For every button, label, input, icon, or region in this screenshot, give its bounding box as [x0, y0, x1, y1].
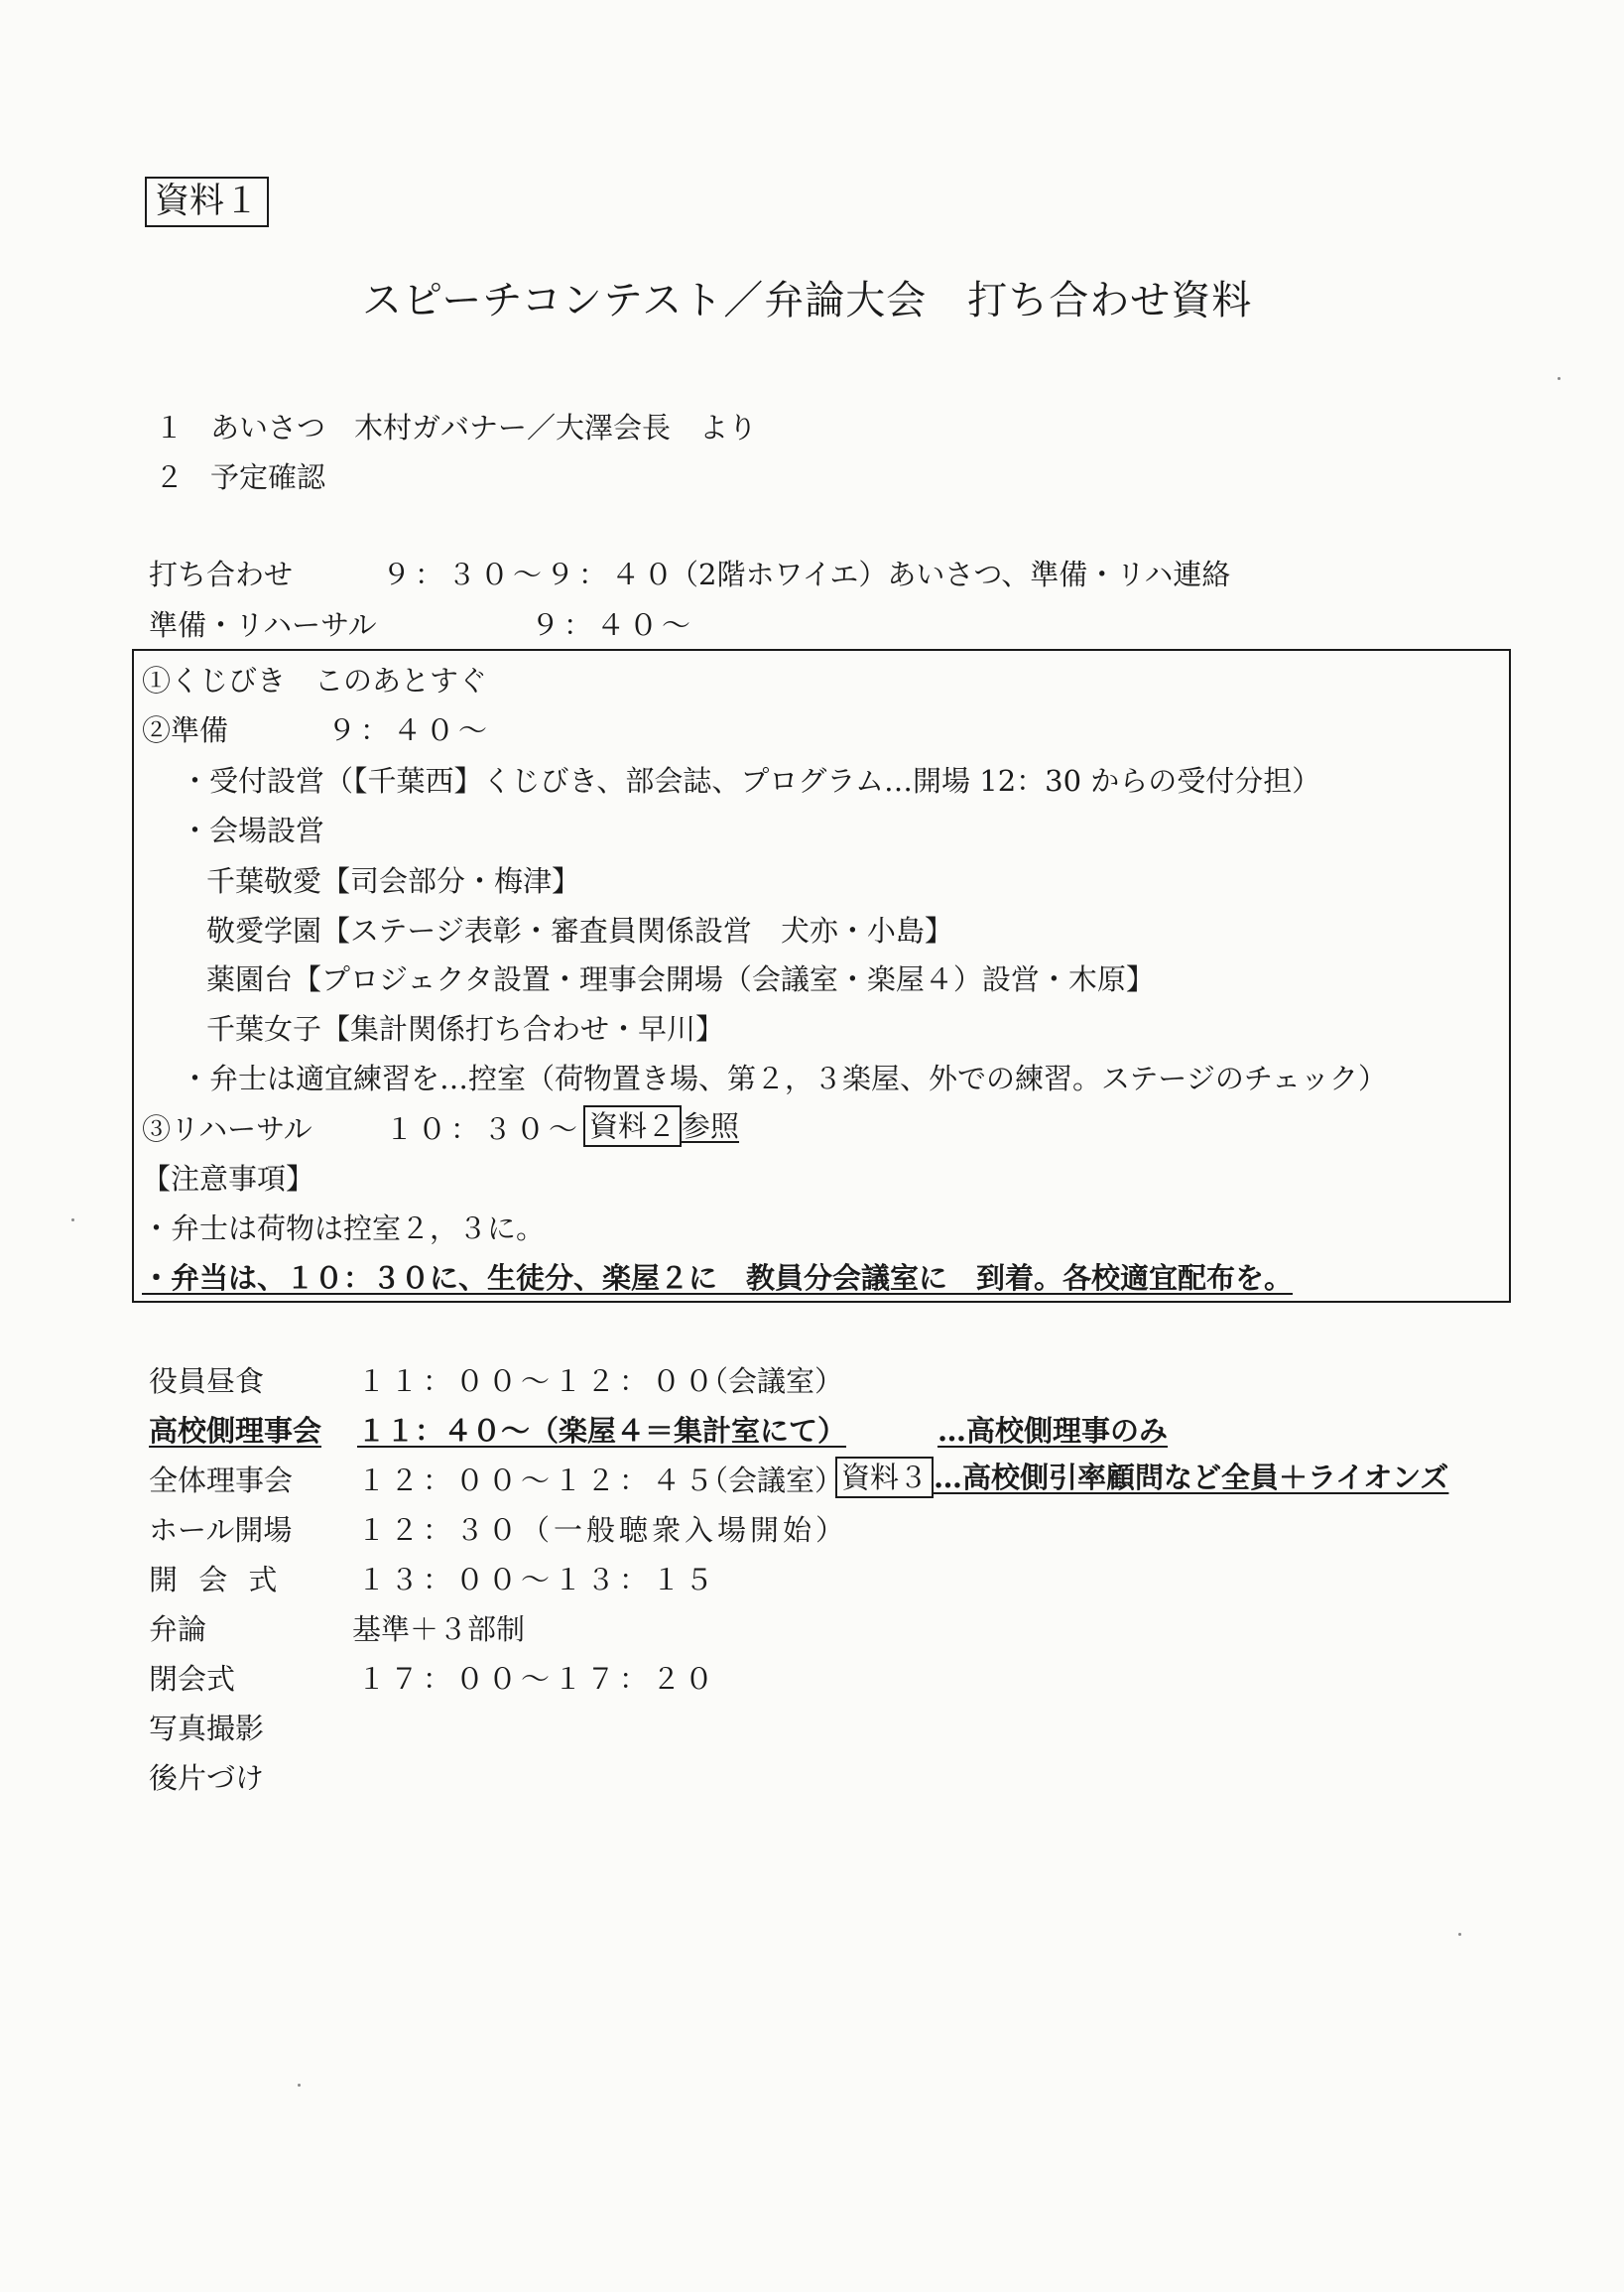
schedule-label: 後片づけ [149, 1761, 265, 1795]
caution-heading: 【注意事項】 [142, 1162, 315, 1196]
schedule-time: ９：４０～ [531, 608, 695, 642]
assignment-item: 千葉敬愛【司会部分・梅津】 [206, 864, 581, 898]
lottery-line: ①くじびき このあとすぐ [142, 664, 488, 698]
schedule-label: ホール開場 [149, 1513, 293, 1547]
page-title: スピーチコンテスト／弁論大会 打ち合わせ資料 [362, 278, 1253, 323]
schedule-label: 役員昼食 [149, 1364, 265, 1398]
schedule-label: 弁論 [149, 1612, 207, 1646]
reference-box: 資料３ [835, 1457, 934, 1498]
schedule-note: …高校側理事のみ [937, 1414, 1169, 1448]
prep-label: ②準備 [142, 713, 229, 747]
schedule-label: 全体理事会 [149, 1464, 294, 1497]
scan-speck [1558, 377, 1561, 380]
reference-text: …高校側引率顧問など全員＋ライオンズ [934, 1461, 1449, 1494]
reception-line: ・受付設営（【千葉西】くじびき、部会誌、プログラム…開場 12：30 からの受付分担） [181, 764, 1321, 798]
assignment-item: 薬園台【プロジェクタ設置・理事会開場（会議室・楽屋４）設営・木原】 [206, 962, 1155, 996]
schedule-note: （会議室） [699, 1364, 844, 1398]
venue-line: ・会場設営 [181, 814, 325, 847]
rehearsal-time: １０：３０～ [385, 1112, 582, 1146]
assignment-item: 千葉女子【集計関係打ち合わせ・早川】 [206, 1012, 725, 1046]
schedule-time: １１：００～１２：００ [357, 1364, 718, 1398]
reference-box: 資料２ [583, 1105, 682, 1147]
schedule-time: １２：００～１２：４５ [357, 1464, 718, 1497]
schedule-note: （会議室） [699, 1464, 844, 1497]
schedule-time: １２：３０（一般聴衆入場開始） [357, 1513, 849, 1547]
schedule-time: １１：４０～（楽屋４＝集計室にて） [357, 1414, 847, 1448]
scan-speck [298, 2084, 301, 2087]
reference-text: 参照 [682, 1109, 740, 1143]
agenda-number: １ [155, 411, 185, 445]
schedule-label: 閉会式 [149, 1662, 236, 1696]
schedule-label: 準備・リハーサル [149, 608, 377, 642]
agenda-item: あいさつ 木村ガバナー／大澤会長 より [210, 411, 758, 445]
schedule-time: １３：００～１３：１５ [357, 1563, 718, 1596]
practice-line: ・弁士は適宜練習を…控室（荷物置き場、第２，３楽屋、外での練習。ステージのチェック） [181, 1062, 1387, 1095]
document-label: 資料１ [145, 177, 269, 227]
prep-time: ９：４０～ [327, 713, 492, 747]
schedule-label: 高校側理事会 [149, 1414, 322, 1448]
schedule-label: 開 会 式 [149, 1563, 284, 1596]
rehearsal-reference [583, 1109, 740, 1143]
agenda-number: ２ [155, 460, 185, 494]
schedule-label: 写真撮影 [149, 1712, 265, 1745]
caution-item-emphasis: ・弁当は、１０：３０に、生徒分、楽屋２に 教員分会議室に 到着。各校適宜配布を。 [142, 1261, 1294, 1295]
schedule-time: １７：００～１７：２０ [357, 1662, 718, 1696]
caution-item: ・弁士は荷物は控室２，３に。 [142, 1211, 546, 1245]
schedule-label: 打ち合わせ [149, 558, 294, 591]
rehearsal-label: ③リハーサル [142, 1112, 312, 1146]
council-reference [835, 1461, 1449, 1494]
schedule-time: ９：３０～９：４０ [382, 558, 678, 591]
schedule-note: （2階ホワイエ）あいさつ、準備・リハ連絡 [670, 558, 1231, 591]
agenda-item: 予定確認 [210, 460, 326, 494]
scan-speck [1458, 1933, 1461, 1936]
schedule-time: 基準＋３部制 [352, 1612, 526, 1646]
assignment-item: 敬愛学園【ステージ表彰・審査員関係設営 犬亦・小島】 [206, 914, 953, 948]
scan-speck [71, 1218, 74, 1221]
